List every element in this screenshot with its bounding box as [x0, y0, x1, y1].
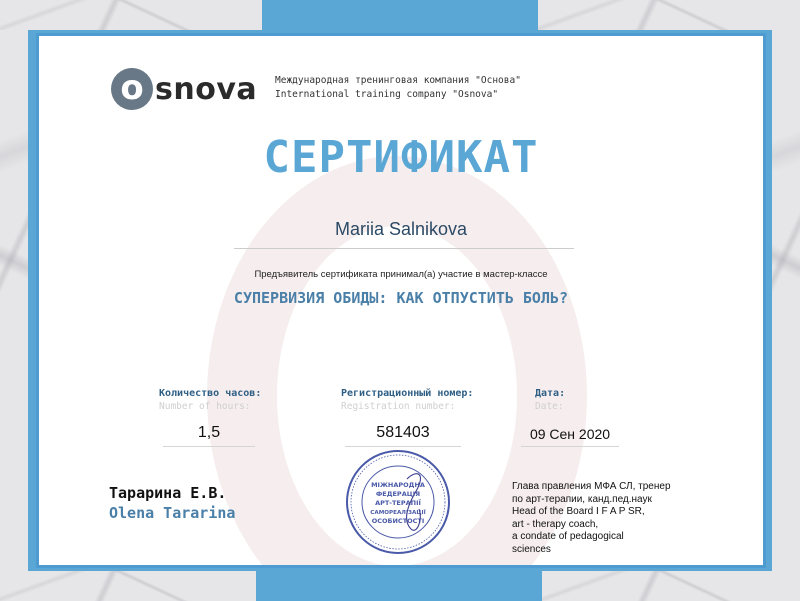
- logo-initial: o: [111, 68, 153, 110]
- role-line-6: sciences: [512, 543, 551, 555]
- date-field: [529, 388, 611, 442]
- date-sublabel: Date:: [535, 401, 564, 412]
- role-line-3: Head of the Board I F A P SR,: [512, 506, 645, 517]
- hours-label: Количество часов:: [159, 388, 262, 399]
- recipient-underline: [234, 248, 574, 249]
- osnova-logo: [111, 66, 257, 112]
- signatory-role: [512, 481, 712, 556]
- registration-label: Регистрационный номер:: [341, 388, 474, 399]
- registration-sublabel: Registration number:: [341, 401, 456, 412]
- certificate-title: СЕРТИФИКАТ: [263, 132, 539, 183]
- hours-sublabel: Number of hours:: [159, 401, 251, 412]
- date-label: Дата:: [535, 388, 566, 399]
- participation-text: Предъявитель сертификата принимал(а) участие в мастер-классе: [254, 269, 548, 280]
- signatory-name-ru: Тарарина Е.В.: [109, 484, 227, 502]
- marble-corner-bottom-left: [0, 571, 256, 601]
- marble-corner-bottom-right: [542, 571, 800, 601]
- marble-corner-top-right: [538, 0, 800, 30]
- date-value: 09 Сен 2020: [521, 426, 619, 447]
- certificate-card: [36, 33, 766, 568]
- seal-line-1: МІЖНАРОДНА: [371, 481, 425, 489]
- seal-line-4: САМОРЕАЛІЗАЦІЇ: [370, 510, 426, 516]
- seal-line-2: ФЕДЕРАЦІЯ: [375, 490, 421, 498]
- signatory-name-en: Olena Tararina: [109, 504, 236, 522]
- seal-line-3: АРТ-ТЕРАПІЇ: [375, 499, 421, 507]
- course-title: СУПЕРВИЗИЯ ОБИДЫ: КАК ОТПУСТИТЬ БОЛЬ?: [233, 289, 569, 307]
- recipient-name: Mariia Salnikova: [334, 219, 468, 239]
- company-info: [275, 74, 521, 102]
- role-line-2: по арт-терапии, канд.пед.наук: [512, 493, 652, 505]
- logo-text: snova: [155, 71, 258, 107]
- official-seal-icon: [345, 449, 451, 555]
- hours-field: [159, 388, 262, 441]
- company-name-en: International training company "Osnova": [275, 89, 499, 100]
- marble-corner-top-left: [0, 0, 262, 30]
- seal-line-5: ОСОБИСТОСТІ: [371, 517, 425, 525]
- registration-value: 581403: [345, 424, 461, 447]
- hours-value: 1,5: [163, 424, 255, 447]
- role-line-4: art - therapy coach,: [512, 518, 599, 530]
- role-line-1: Глава правления МФА СЛ, тренер: [512, 481, 671, 492]
- marble-edge-left: [0, 30, 28, 571]
- registration-field: [341, 388, 474, 441]
- company-name-ru: Международная тренинговая компания "Основа": [275, 75, 521, 86]
- marble-edge-right: [772, 30, 800, 571]
- role-line-5: a condate of pedagogical: [512, 531, 624, 542]
